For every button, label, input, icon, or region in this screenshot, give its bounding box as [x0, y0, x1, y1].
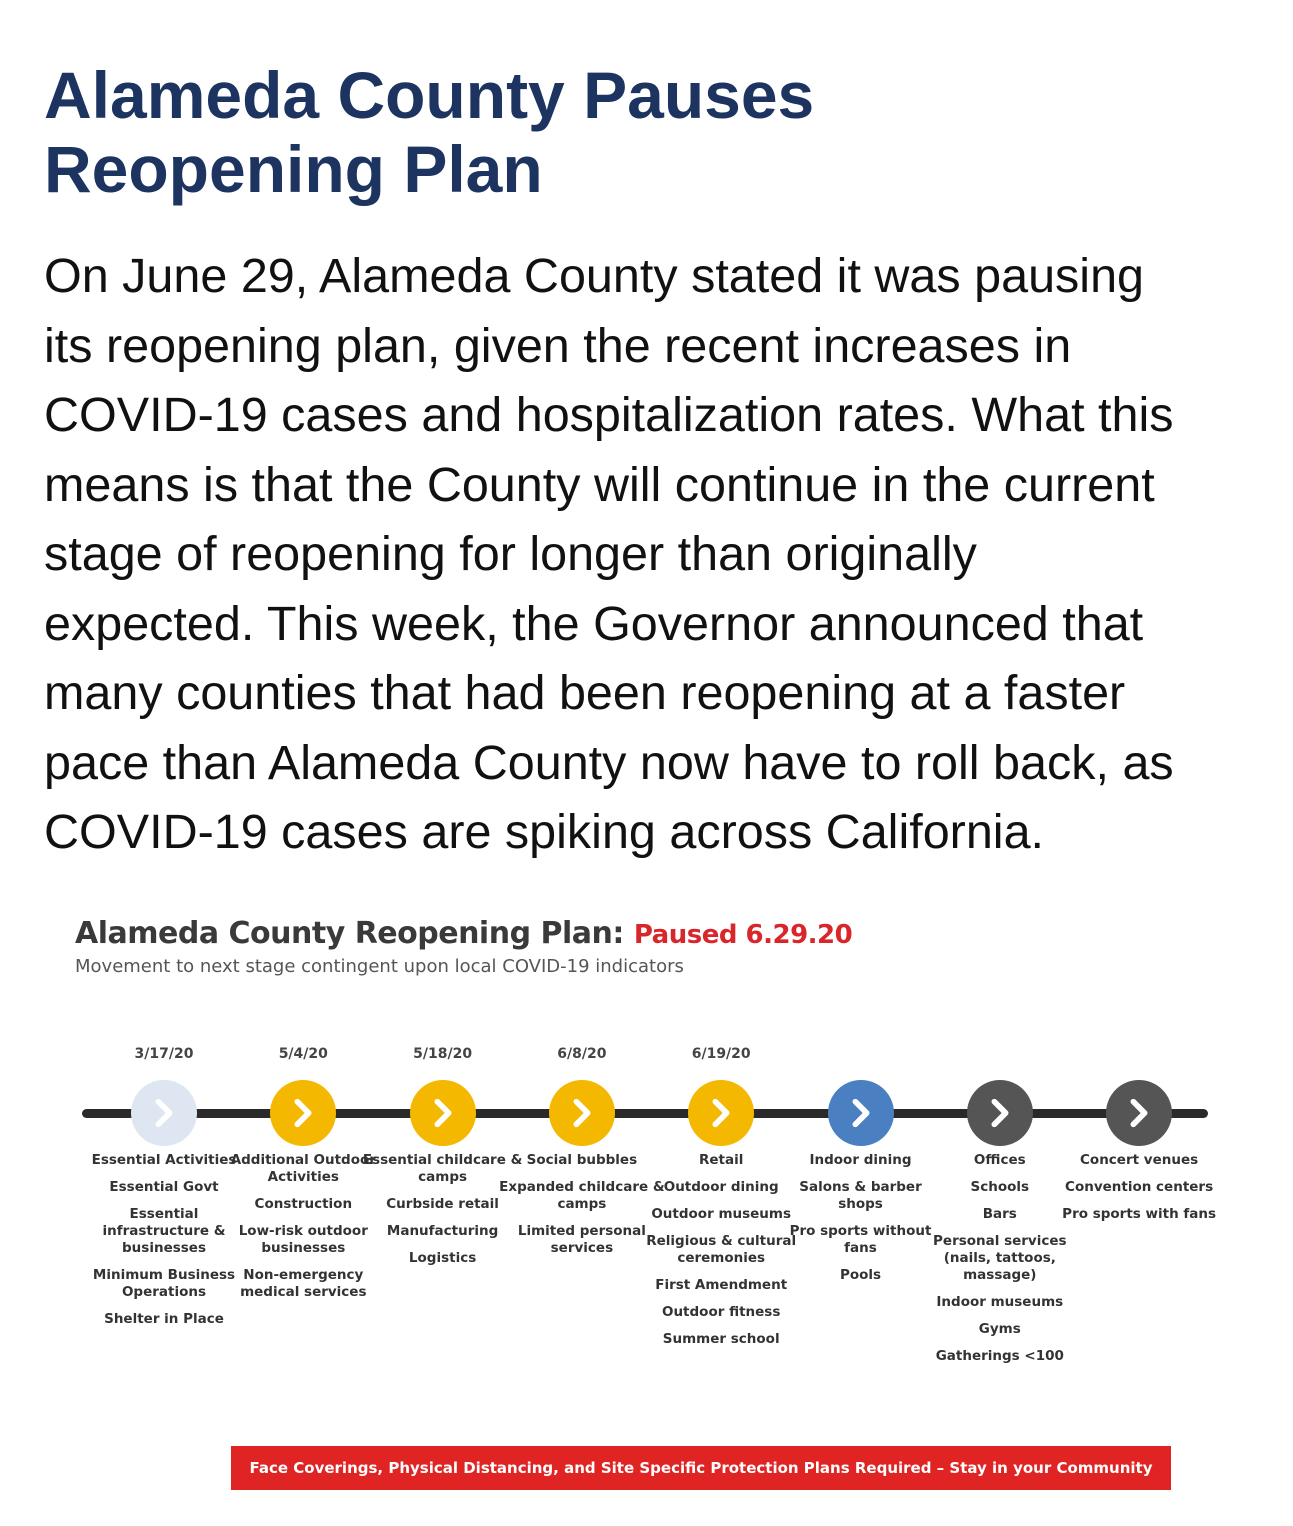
stage-activity: Pro sports with fans	[1062, 1206, 1217, 1222]
paused-label: Paused 6.29.20	[633, 920, 853, 950]
stage-activity: Essential childcare & camps	[362, 1152, 523, 1185]
headline-line-1: Alameda County Pauses	[44, 58, 815, 132]
stage-activity: Bars	[982, 1206, 1017, 1222]
body-line: On June 29, Alameda County stated it was pausing	[44, 249, 1145, 303]
stage-activity: Non-emergency medical services	[240, 1267, 367, 1300]
stage-date: 3/17/20	[134, 1046, 194, 1062]
stage-activity: Indoor museums	[936, 1294, 1064, 1310]
stage-date: 5/4/20	[278, 1046, 328, 1062]
stage-activities	[1054, 1152, 1224, 1233]
stage-activity: Gyms	[978, 1321, 1021, 1337]
stage-activity: Essential infrastructure & businesses	[102, 1206, 226, 1256]
stage-activity: Retail	[699, 1152, 744, 1168]
stage-date: 6/8/20	[557, 1046, 607, 1062]
stage-activity: Schools	[970, 1179, 1030, 1195]
article-headline	[44, 58, 1244, 206]
body-line: expected. This week, the Governor announced that	[44, 596, 1144, 651]
stage-activity: Outdoor fitness	[661, 1304, 781, 1320]
stage-activity: Shelter in Place	[104, 1311, 224, 1327]
body-line: pace than Alameda County now have to roll back, as	[44, 735, 1174, 790]
stage-activity: Minimum Business Operations	[92, 1267, 236, 1300]
stage-activity: Logistics	[408, 1250, 477, 1266]
stage-activity: Personal services (nails, tattoos, massage)	[933, 1233, 1067, 1283]
stage-marker	[1106, 1080, 1172, 1146]
headline-line-2: Reopening Plan	[44, 132, 543, 206]
stage-activity: Essential Govt	[109, 1179, 219, 1195]
chevron-right-icon	[1122, 1096, 1156, 1130]
stage-activity: Manufacturing	[386, 1223, 499, 1239]
article-body	[44, 242, 1274, 868]
stage-activity: Convention centers	[1065, 1179, 1214, 1195]
stage-marker	[828, 1080, 894, 1146]
stage-activity: Indoor dining	[809, 1152, 912, 1168]
chevron-right-icon	[704, 1096, 738, 1130]
stage-activity: Summer school	[662, 1331, 780, 1347]
stage-activity: Expanded childcare & camps	[499, 1179, 665, 1212]
stage-marker	[270, 1080, 336, 1146]
stage-activity: Pools	[839, 1267, 882, 1283]
stage-activity: First Amendment	[655, 1277, 788, 1293]
stage-marker	[688, 1080, 754, 1146]
stage-activity: Curbside retail	[386, 1196, 499, 1212]
stage-activity: Limited personal services	[517, 1223, 646, 1256]
infographic-subtitle: Movement to next stage contingent upon local COVID-19 indicators	[75, 956, 684, 977]
infographic-title-text: Alameda County Reopening Plan:	[75, 916, 624, 951]
stage-activity: Construction	[254, 1196, 353, 1212]
body-line: stage of reopening for longer than originally	[44, 527, 977, 581]
stage-activity: Offices	[973, 1152, 1026, 1168]
body-line: COVID-19 cases are spiking across California.	[44, 805, 1045, 859]
stage-activity: Concert venues	[1080, 1152, 1199, 1168]
chevron-right-icon	[565, 1096, 599, 1130]
body-line: many counties that had been reopening at a faster	[44, 666, 1126, 720]
body-line: its reopening plan, given the recent increases in	[44, 318, 1072, 373]
stage-marker	[410, 1080, 476, 1146]
footer-banner: Face Coverings, Physical Distancing, and Site Specific Protection Plans Required – Stay in your Community	[231, 1446, 1171, 1490]
stage-marker	[549, 1080, 615, 1146]
stage-activity: Pro sports without fans	[789, 1223, 932, 1256]
stage-date: 6/19/20	[691, 1046, 751, 1062]
chevron-right-icon	[147, 1096, 181, 1130]
stage-activity: Social bubbles	[526, 1152, 638, 1168]
stage-date: 5/18/20	[413, 1046, 473, 1062]
stage-activity: Additional Outdoor Activities	[230, 1152, 376, 1185]
body-line: COVID-19 cases and hospitalization rates. What this	[44, 388, 1174, 442]
stage-activity: Religious & cultural ceremonies	[646, 1233, 797, 1266]
stage-marker	[131, 1080, 197, 1146]
stage-activity: Gatherings <100	[935, 1348, 1064, 1364]
body-line: means is that the County will continue in the current	[44, 457, 1155, 512]
stage-activity: Salons & barber shops	[799, 1179, 922, 1212]
chevron-right-icon	[983, 1096, 1017, 1130]
infographic-title	[75, 916, 852, 951]
timeline-line	[82, 1109, 1208, 1118]
reopening-plan-infographic	[0, 900, 1293, 1500]
stage-activity: Outdoor museums	[651, 1206, 792, 1222]
chevron-right-icon	[844, 1096, 878, 1130]
stage-activity: Low-risk outdoor businesses	[238, 1223, 368, 1256]
stage-activity: Essential Activities	[91, 1152, 237, 1168]
stage-activity: Outdoor dining	[663, 1179, 779, 1195]
stage-marker	[967, 1080, 1033, 1146]
chevron-right-icon	[426, 1096, 460, 1130]
chevron-right-icon	[286, 1096, 320, 1130]
